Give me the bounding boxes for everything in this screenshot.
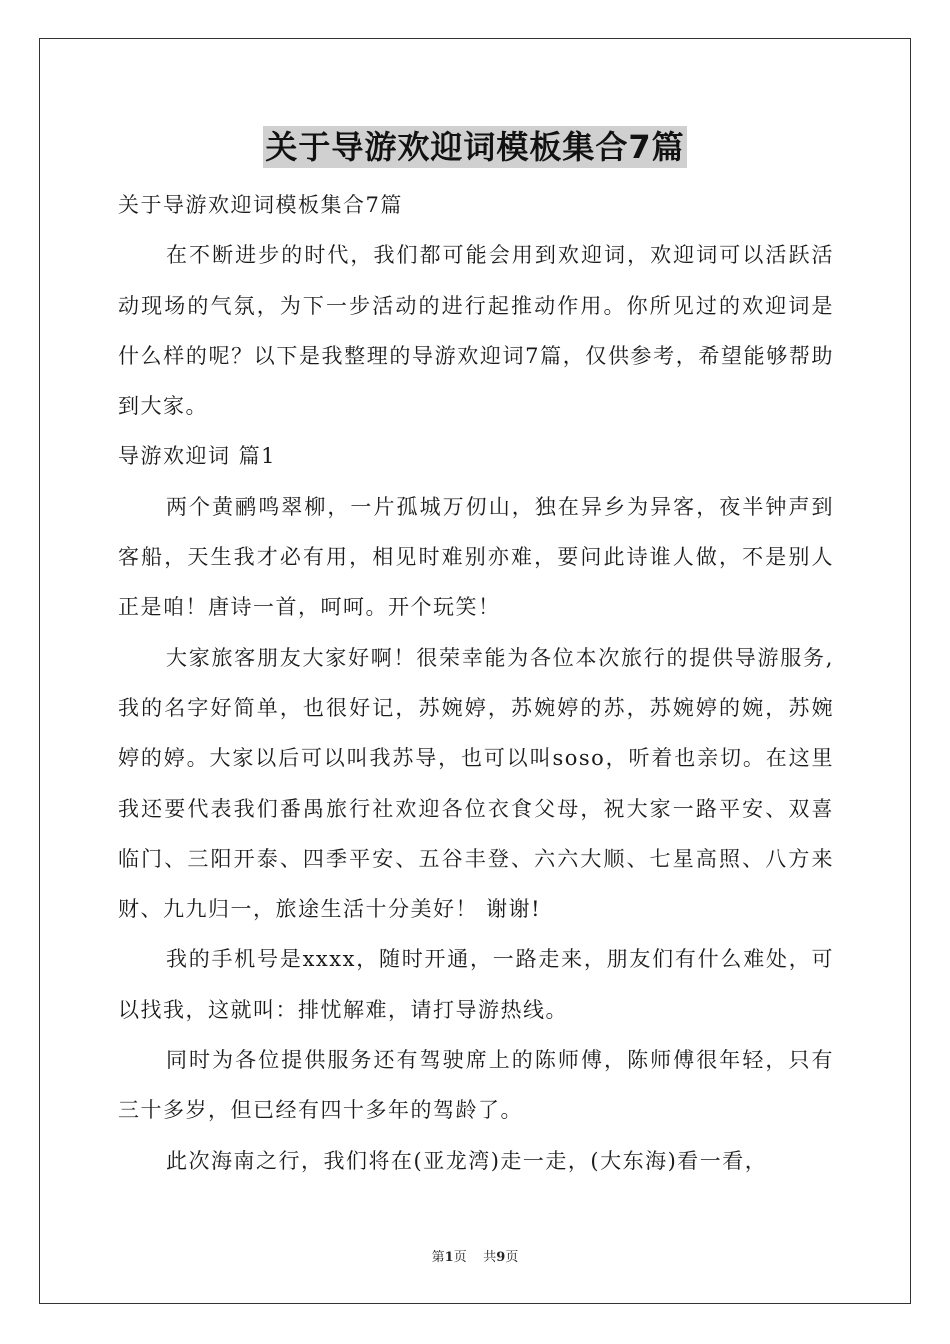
paragraph-driver: 同时为各位提供服务还有驾驶席上的陈师傅，陈师傅很年轻，只有三十多岁，但已经有四十多年的驾龄了。 [118,1048,834,1123]
document-body [118,180,834,1186]
paragraph-intro: 在不断进步的时代，我们都可能会用到欢迎词，欢迎词可以活跃活动现场的气氛，为下一步活动的进行起推动作用。你所见过的欢迎词是什么样的呢？以下是我整理的导游欢迎词7篇，仅供参考，希望能够帮助到大家。 [118,243,834,419]
page-prefix: 第 [431,1250,445,1265]
paragraph-itinerary: 此次海南之行，我们将在(亚龙湾)走一走，(大东海)看一看， [166,1148,768,1173]
page-suffix: 页 [453,1250,467,1265]
total-prefix: 共 [483,1250,497,1265]
paragraph-greeting: 大家旅客朋友大家好啊！很荣幸能为各位本次旅行的提供导游服务,我的名字好简单，也很好记，苏婉婷，苏婉婷的苏，苏婉婷的婉，苏婉婷的婷。大家以后可以叫我苏导，也可以叫soso，听着也亲切。在这里我还要代表我们番禺旅行社欢迎各位衣食父母，祝大家一路平安、双喜临门、三阳开泰、四季平安、五谷丰登、六六大顺、七星高照、八方来财、九九归一，旅途生活十分美好！ 谢谢! [118,645,834,922]
title-container [0,126,950,168]
paragraph-phone: 我的手机号是xxxx，随时开通，一路走来，朋友们有什么难处，可以找我，这就叫：排忧解难，请打导游热线。 [118,947,834,1022]
paragraph-poem: 两个黄鹂鸣翠柳，一片孤城万仞山，独在异乡为异客，夜半钟声到客船，天生我才必有用，相见时难别亦难，要问此诗谁人做，不是别人正是咱！唐诗一首，呵呵。开个玩笑！ [118,494,834,620]
total-pages: 9 [496,1250,506,1265]
document-title: 关于导游欢迎词模板集合7篇 [265,128,685,166]
section-heading: 导游欢迎词 篇1 [118,444,277,469]
total-suffix: 页 [505,1250,519,1265]
document-subtitle: 关于导游欢迎词模板集合7篇 [118,193,403,217]
page-number: 1 [444,1250,454,1265]
page-footer [0,1246,950,1265]
